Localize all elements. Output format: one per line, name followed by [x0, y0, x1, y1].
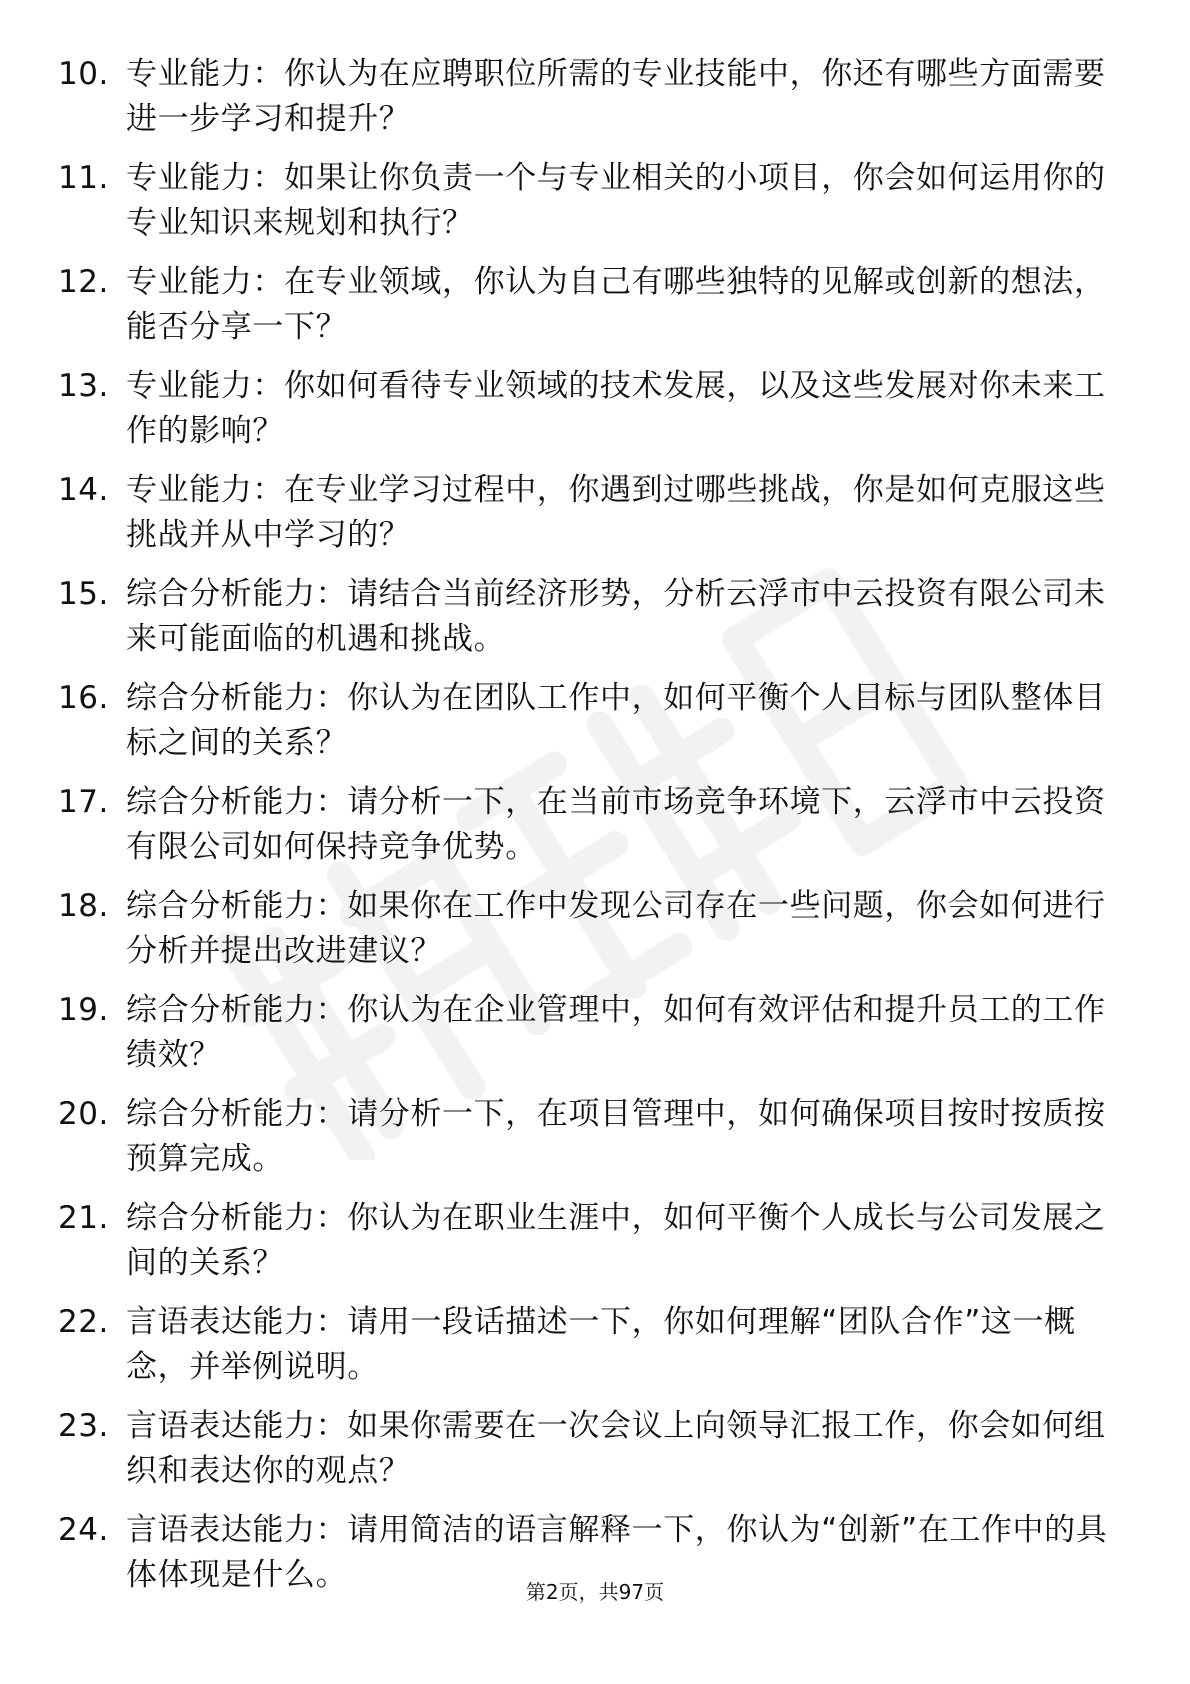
question-number: 23. [58, 1408, 109, 1444]
question-text: 专业能力：你认为在应聘职位所需的专业技能中，你还有哪些方面需要进一步学习和提升？ [126, 56, 1106, 137]
question-number: 21. [58, 1200, 109, 1236]
question-number: 12. [58, 264, 109, 300]
question-item [58, 988, 1118, 1092]
question-item [58, 260, 1118, 364]
question-number: 10. [58, 56, 109, 92]
question-text: 言语表达能力：如果你需要在一次会议上向领导汇报工作，你会如何组织和表达你的观点？ [126, 1408, 1106, 1489]
question-list [58, 52, 1118, 1612]
question-text: 综合分析能力：如果你在工作中发现公司存在一些问题，你会如何进行分析并提出改进建议？ [126, 888, 1106, 969]
question-number: 19. [58, 992, 109, 1028]
question-item [58, 156, 1118, 260]
page-footer: 第2页，共97页 [525, 1580, 665, 1604]
question-item [58, 52, 1118, 156]
question-item [58, 884, 1118, 988]
question-item [58, 1092, 1118, 1196]
question-number: 14. [58, 472, 109, 508]
question-text: 综合分析能力：你认为在职业生涯中，如何平衡个人成长与公司发展之间的关系？ [126, 1200, 1106, 1281]
question-number: 24. [58, 1512, 109, 1548]
question-number: 18. [58, 888, 109, 924]
question-text: 综合分析能力：你认为在团队工作中，如何平衡个人目标与团队整体目标之间的关系？ [126, 680, 1106, 761]
question-text: 专业能力：如果让你负责一个与专业相关的小项目，你会如何运用你的专业知识来规划和执行？ [126, 160, 1106, 241]
question-text: 专业能力：你如何看待专业领域的技术发展，以及这些发展对你未来工作的影响？ [126, 368, 1106, 449]
question-number: 17. [58, 784, 109, 820]
question-text: 综合分析能力：请分析一下，在当前市场竞争环境下，云浮市中云投资有限公司如何保持竞争优势。 [126, 784, 1106, 865]
question-text: 专业能力：在专业领域，你认为自己有哪些独特的见解或创新的想法，能否分享一下？ [126, 264, 1106, 345]
question-number: 13. [58, 368, 109, 404]
question-item [58, 572, 1118, 676]
question-number: 20. [58, 1096, 109, 1132]
question-text: 综合分析能力：请分析一下，在项目管理中，如何确保项目按时按质按预算完成。 [126, 1096, 1106, 1177]
question-number: 22. [58, 1304, 109, 1340]
question-text: 综合分析能力：你认为在企业管理中，如何有效评估和提升员工的工作绩效？ [126, 992, 1106, 1073]
question-item [58, 1300, 1118, 1404]
question-item [58, 468, 1118, 572]
question-item [58, 1404, 1118, 1508]
question-item [58, 780, 1118, 884]
question-text: 言语表达能力：请用一段话描述一下，你如何理解“团队合作”这一概念，并举例说明。 [126, 1304, 1076, 1385]
question-text: 专业能力：在专业学习过程中，你遇到过哪些挑战，你是如何克服这些挑战并从中学习的？ [126, 472, 1106, 553]
question-text: 言语表达能力：请用简洁的语言解释一下，你认为“创新”在工作中的具体体现是什么。 [126, 1512, 1108, 1593]
question-item [58, 676, 1118, 780]
question-text: 综合分析能力：请结合当前经济形势，分析云浮市中云投资有限公司未来可能面临的机遇和挑战。 [126, 576, 1106, 657]
question-number: 16. [58, 680, 109, 716]
question-number: 11. [58, 160, 109, 196]
question-item [58, 1196, 1118, 1300]
question-item [58, 364, 1118, 468]
question-number: 15. [58, 576, 109, 612]
